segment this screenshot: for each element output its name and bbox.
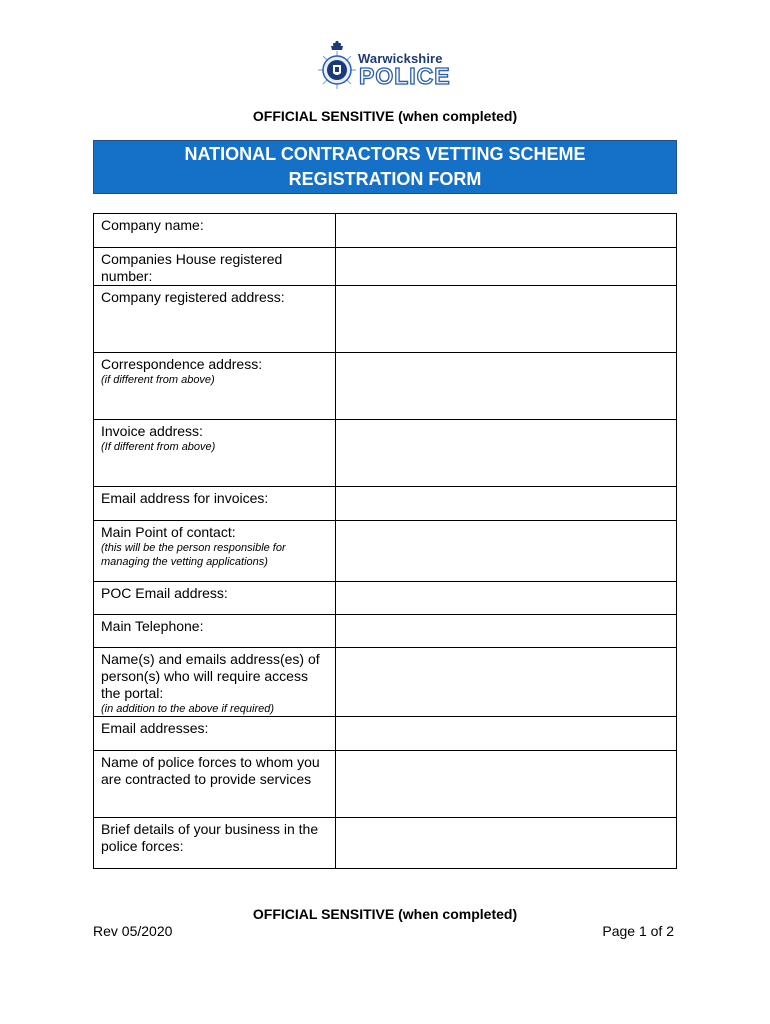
field-label: Main Telephone:	[101, 618, 204, 634]
field-input-company-name[interactable]	[336, 214, 677, 248]
field-input-companies-house-number[interactable]	[336, 248, 677, 286]
page-number: Page 1 of 2	[602, 923, 674, 939]
field-label-cell	[94, 286, 336, 353]
police-crest-icon	[316, 40, 358, 90]
field-label: Correspondence address:	[101, 356, 263, 372]
form-row-main-telephone	[94, 615, 677, 648]
form-row-portal-users	[94, 648, 677, 717]
field-note: (If different from above)	[101, 441, 216, 453]
field-input-portal-users[interactable]	[336, 648, 677, 717]
field-label-cell	[94, 487, 336, 521]
form-row-companies-house-number	[94, 248, 677, 286]
field-label: Invoice address:	[101, 423, 203, 439]
field-input-business-details[interactable]	[336, 818, 677, 869]
form-row-poc-email	[94, 582, 677, 615]
form-row-police-forces	[94, 751, 677, 818]
security-marking-bottom: OFFICIAL SENSITIVE (when completed)	[252, 906, 518, 922]
field-label-cell	[94, 648, 336, 717]
field-label: Company registered address:	[101, 289, 285, 305]
field-label: Email address for invoices:	[101, 490, 269, 506]
field-label-cell	[94, 353, 336, 420]
revision-label: Rev 05/2020	[93, 923, 173, 939]
field-label: Companies House registered number:	[101, 251, 283, 284]
field-label-cell	[94, 615, 336, 648]
security-marking-top: OFFICIAL SENSITIVE (when completed)	[252, 108, 518, 124]
field-label: Main Point of contact:	[101, 524, 236, 540]
field-input-main-point-of-contact[interactable]	[336, 521, 677, 582]
form-row-registered-address	[94, 286, 677, 353]
form-title-line1: NATIONAL CONTRACTORS VETTING SCHEME	[184, 144, 586, 164]
form-row-main-point-of-contact	[94, 521, 677, 582]
field-label-cell	[94, 248, 336, 286]
field-label: Brief details of your business in the police forces:	[101, 821, 319, 854]
field-input-poc-email[interactable]	[336, 582, 677, 615]
field-note: (this will be the person responsible for managing the vetting applications)	[101, 542, 286, 568]
logo-text-line2: POLICE	[359, 63, 451, 89]
field-input-main-telephone[interactable]	[336, 615, 677, 648]
field-note: (in addition to the above if required)	[101, 703, 275, 715]
field-label: Email addresses:	[101, 720, 209, 736]
field-input-invoice-email[interactable]	[336, 487, 677, 521]
form-row-invoice-address	[94, 420, 677, 487]
field-label-cell	[94, 521, 336, 582]
form-row-company-name	[94, 214, 677, 248]
field-label: Company name:	[101, 217, 204, 233]
field-label-cell	[94, 751, 336, 818]
logo-text-line1: Warwickshire	[358, 51, 443, 66]
field-input-email-addresses[interactable]	[336, 717, 677, 751]
form-title-banner	[93, 140, 677, 194]
form-row-email-addresses	[94, 717, 677, 751]
field-input-registered-address[interactable]	[336, 286, 677, 353]
field-label: Name of police forces to whom you are contracted to provide services	[101, 754, 320, 787]
form-title-line2: REGISTRATION FORM	[288, 169, 482, 189]
form-row-invoice-email	[94, 487, 677, 521]
warwickshire-police-logo	[316, 40, 456, 90]
form-row-correspondence-address	[94, 353, 677, 420]
field-note: (if different from above)	[101, 374, 215, 386]
field-label-cell	[94, 818, 336, 869]
field-label-cell	[94, 717, 336, 751]
field-label-cell	[94, 214, 336, 248]
field-input-invoice-address[interactable]	[336, 420, 677, 487]
field-label: POC Email address:	[101, 585, 228, 601]
field-label: Name(s) and emails address(es) of person(s) who will require access the portal:	[101, 651, 320, 701]
form-row-business-details	[94, 818, 677, 869]
field-label-cell	[94, 420, 336, 487]
field-input-police-forces[interactable]	[336, 751, 677, 818]
registration-form-table	[93, 213, 677, 869]
field-input-correspondence-address[interactable]	[336, 353, 677, 420]
field-label-cell	[94, 582, 336, 615]
